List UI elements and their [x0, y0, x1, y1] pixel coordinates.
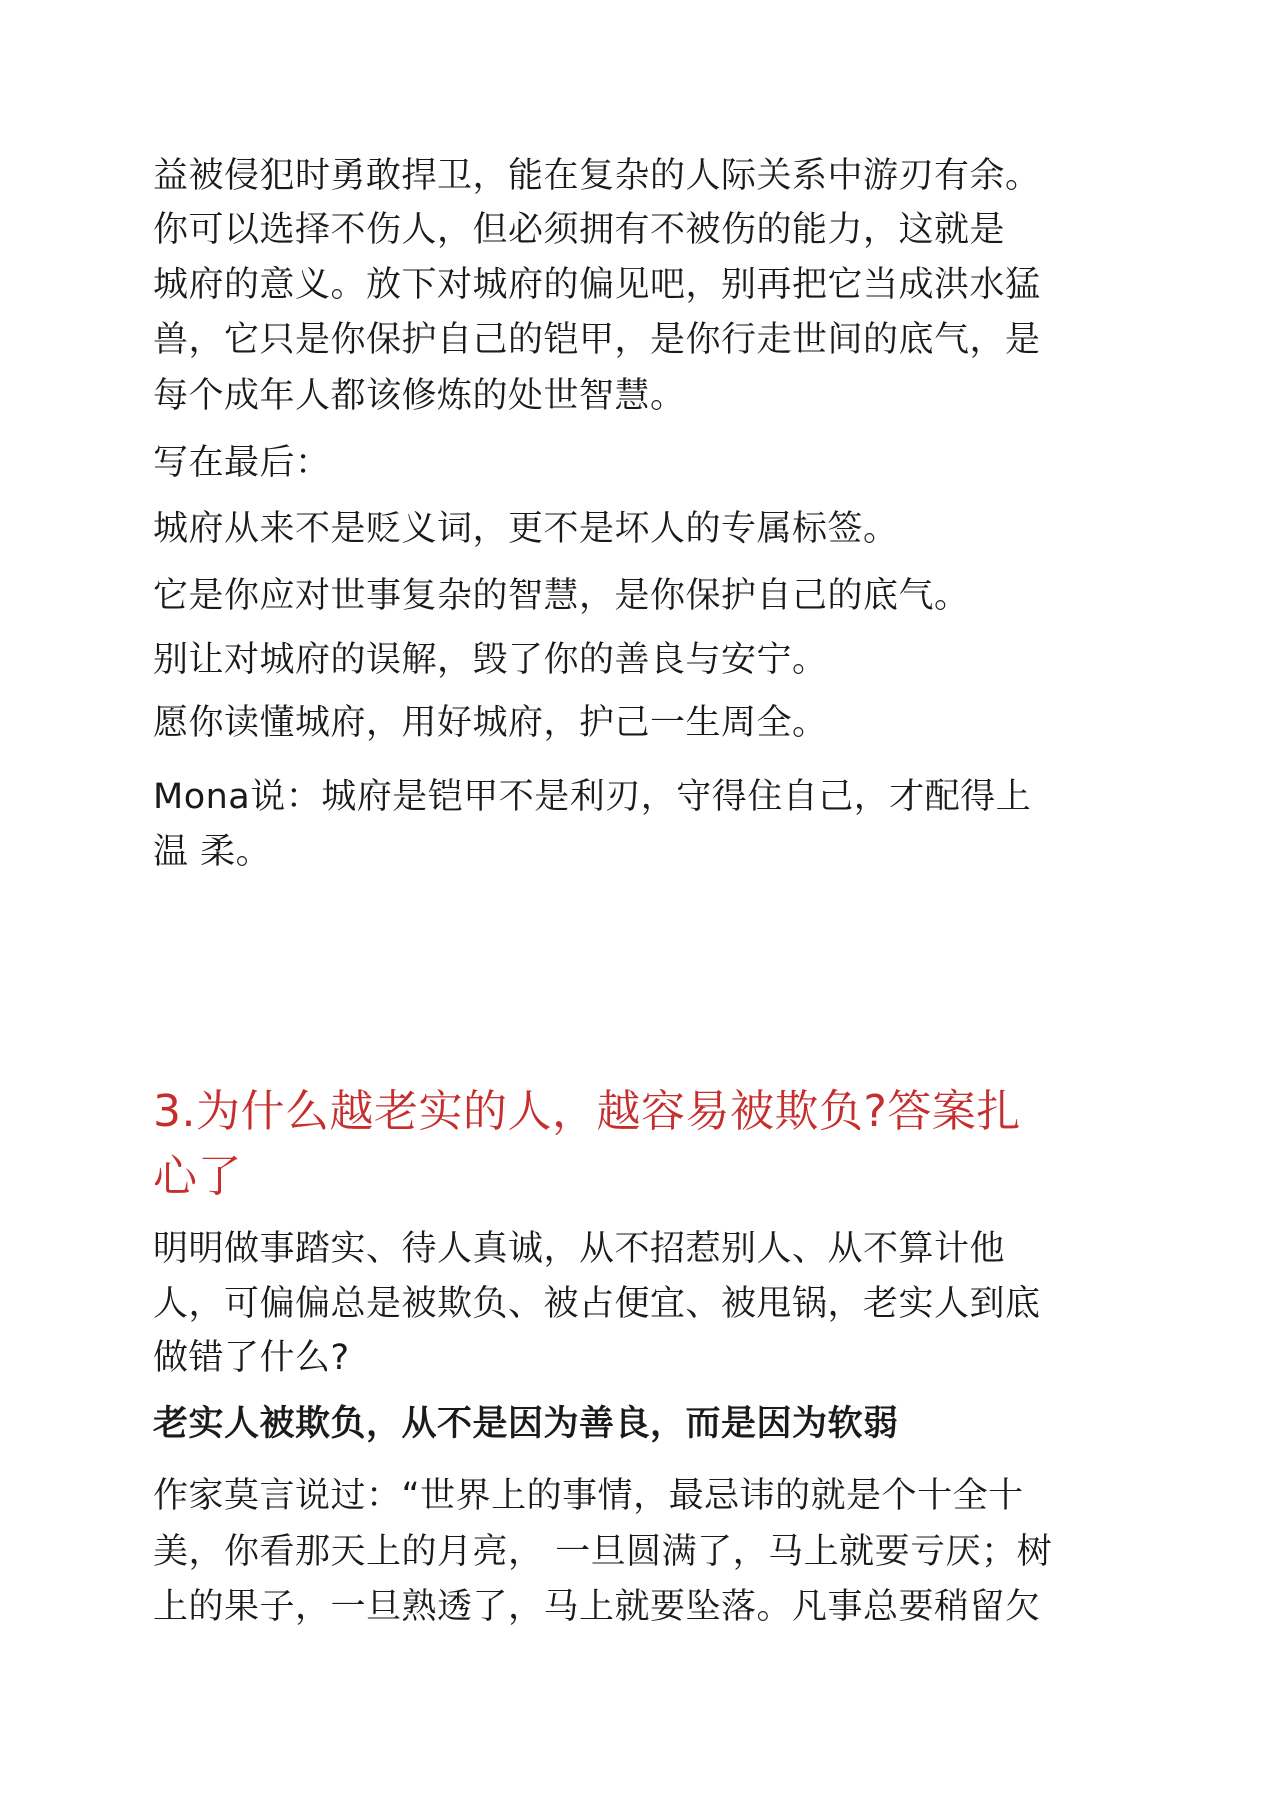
paragraph-line: 明明做事踏实、待人真诚，从不招惹别人、从不算计他	[153, 1229, 1006, 1269]
quote-line: 美，你看那天上的月亮， 一旦圆满了，马上就要亏厌；树	[153, 1532, 1053, 1572]
paragraph-line: 益被侵犯时勇敢捍卫，能在复杂的人际关系中游刃有余。	[153, 156, 1041, 196]
closing-label: 写在最后：	[153, 443, 331, 483]
section-heading: 心了	[153, 1151, 242, 1202]
paragraph-line: 人，可偏偏总是被欺负、被占便宜、被甩锅，老实人到底	[153, 1284, 1041, 1324]
quote-line: 作家莫言说过：“世界上的事情，最忌讳的就是个十全十	[153, 1476, 1024, 1516]
mona-quote-line: 温 柔。	[153, 832, 272, 872]
paragraph-line: 城府的意义。放下对城府的偏见吧，别再把它当成洪水猛	[153, 265, 1041, 305]
closing-line: 城府从来不是贬义词，更不是坏人的专属标签。	[153, 509, 899, 549]
bold-subheading: 老实人被欺负，从不是因为善良，而是因为软弱	[153, 1404, 899, 1444]
mona-quote-line: Mona说：城府是铠甲不是利刃，守得住自己，才配得上	[153, 777, 1032, 817]
quote-line: 上的果子，一旦熟透了，马上就要坠落。凡事总要稍留欠	[153, 1587, 1041, 1627]
closing-line: 别让对城府的误解，毁了你的善良与安宁。	[153, 640, 828, 680]
closing-line: 愿你读懂城府，用好城府，护己一生周全。	[153, 703, 828, 743]
closing-line: 它是你应对世事复杂的智慧，是你保护自己的底气。	[153, 576, 970, 616]
paragraph-line: 每个成年人都该修炼的处世智慧。	[153, 376, 686, 416]
paragraph-line: 做错了什么?	[153, 1338, 350, 1378]
paragraph-line: 兽，它只是你保护自己的铠甲，是你行走世间的底气，是	[153, 320, 1041, 360]
section-heading: 3.为什么越老实的人，越容易被欺负?答案扎	[153, 1086, 1021, 1137]
paragraph-line: 你可以选择不伤人，但必须拥有不被伤的能力，这就是	[153, 210, 1006, 250]
